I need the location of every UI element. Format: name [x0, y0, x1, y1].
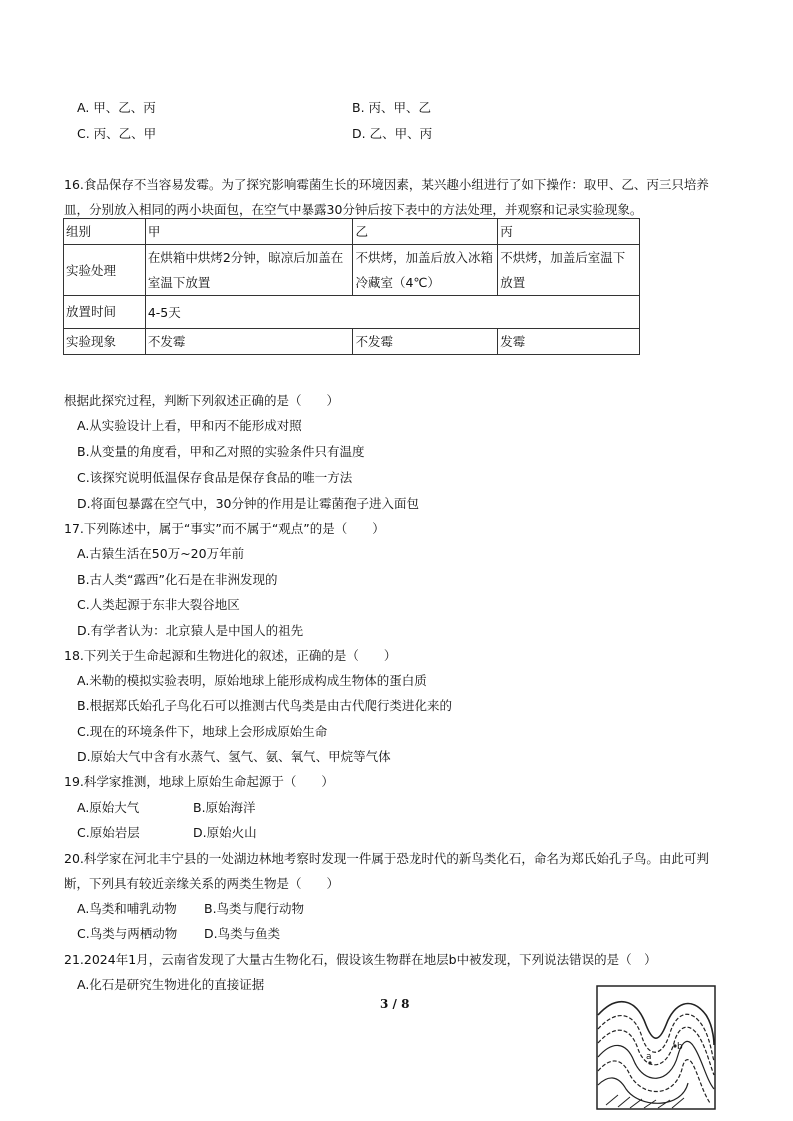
q17-option-a: A.古猿生活在50万~20万年前: [77, 546, 245, 561]
q16-option-c: C.该探究说明低温保存食品是保存食品的唯一方法: [77, 470, 353, 485]
q16-stem-line2: 皿，分别放入相同的两小块面包，在空气中暴露30分钟后按下表中的方法处理，并观察和记录实验现象。: [64, 202, 643, 217]
table-row-label: 放置时间: [64, 296, 146, 329]
table-row-label: 实验处理: [64, 245, 146, 296]
q16-option-a: A.从实验设计上看，甲和丙不能形成对照: [77, 418, 302, 433]
q21-option-a: A.化石是研究生物进化的直接证据: [77, 977, 265, 992]
q18-option-d: D.原始大气中含有水蒸气、氢气、氨、氧气、甲烷等气体: [77, 749, 391, 764]
q20-option-c: C.鸟类与两栖动物: [77, 926, 178, 941]
table-cell: 丙: [498, 219, 640, 245]
table-row: [64, 296, 640, 329]
strata-figure: [596, 985, 716, 1110]
q19-option-a: A.原始大气: [77, 800, 140, 815]
q17-stem: 17.下列陈述中，属于“事实”而不属于“观点”的是（ ）: [64, 521, 385, 536]
q20-option-a: A.鸟类和哺乳动物: [77, 901, 177, 916]
q18-option-b: B.根据郑氏始孔子鸟化石可以推测古代鸟类是由古代爬行类进化来的: [77, 698, 453, 713]
q18-option-c: C.现在的环境条件下，地球上会形成原始生命: [77, 724, 328, 739]
table-header-row: [64, 219, 640, 245]
q20-option-d: D.鸟类与鱼类: [204, 926, 281, 941]
table-cell: 甲: [145, 219, 353, 245]
q17-option-d: D.有学者认为：北京猿人是中国人的祖先: [77, 623, 304, 638]
q16-stem-line1: 16.食品保存不当容易发霉。为了探究影响霉菌生长的环境因素，某兴趣小组进行了如下操作：取甲、乙、丙三只培养: [64, 177, 709, 192]
table-cell: 在烘箱中烘烤2分钟，晾凉后加盖在室温下放置: [145, 245, 353, 296]
q19-stem: 19.科学家推测，地球上原始生命起源于（ ）: [64, 774, 334, 789]
q15-option-a: A. 甲、乙、丙: [77, 100, 156, 115]
q18-stem: 18.下列关于生命起源和生物进化的叙述，正确的是（ ）: [64, 648, 397, 663]
page-number: 3 / 8: [380, 997, 410, 1011]
q17-option-b: B.古人类“露西”化石是在非洲发现的: [77, 572, 278, 587]
q16-option-b: B.从变量的角度看，甲和乙对照的实验条件只有温度: [77, 444, 365, 459]
q16-option-d: D.将面包暴露在空气中，30分钟的作用是让霉菌孢子进入面包: [77, 496, 420, 511]
q15-option-c: C. 丙、乙、甲: [77, 126, 157, 141]
label-b: b: [677, 1042, 683, 1052]
q16-question: 根据此探究过程，判断下列叙述正确的是（ ）: [64, 393, 340, 408]
q15-option-d: D. 乙、甲、丙: [352, 126, 433, 141]
table-cell: 4-5天: [145, 296, 639, 329]
table-cell: 不发霉: [145, 329, 353, 355]
table-cell: 组别: [64, 219, 146, 245]
table-cell: 不烘烤，加盖后放入冰箱冷藏室（4℃）: [353, 245, 498, 296]
q21-stem: 21.2024年1月，云南省发现了大量古生物化石，假设该生物群在地层b中被发现，下列说法错误的是（ ）: [64, 952, 657, 967]
q20-option-b: B.鸟类与爬行动物: [204, 901, 305, 916]
q19-option-b: B.原始海洋: [193, 800, 256, 815]
table-cell: 不烘烤，加盖后室温下放置: [498, 245, 640, 296]
q18-option-a: A.米勒的模拟实验表明，原始地球上能形成构成生物体的蛋白质: [77, 673, 427, 688]
experiment-table: [63, 218, 640, 355]
table-cell: 乙: [353, 219, 498, 245]
table-row: [64, 329, 640, 355]
q15-option-b: B. 丙、甲、乙: [352, 100, 432, 115]
table-row: [64, 245, 640, 296]
q19-option-d: D.原始火山: [193, 825, 257, 840]
q17-option-c: C.人类起源于东非大裂谷地区: [77, 597, 240, 612]
label-a: a: [646, 1052, 652, 1062]
table-cell: 不发霉: [353, 329, 498, 355]
q19-option-c: C.原始岩层: [77, 825, 140, 840]
table-cell: 发霉: [498, 329, 640, 355]
q20-stem-line1: 20.科学家在河北丰宁县的一处湖边林地考察时发现一件属于恐龙时代的新鸟类化石，命名为郑氏始孔子鸟。由此可判: [64, 851, 709, 866]
table-row-label: 实验现象: [64, 329, 146, 355]
q20-stem-line2: 断，下列具有较近亲缘关系的两类生物是（ ）: [64, 876, 340, 891]
